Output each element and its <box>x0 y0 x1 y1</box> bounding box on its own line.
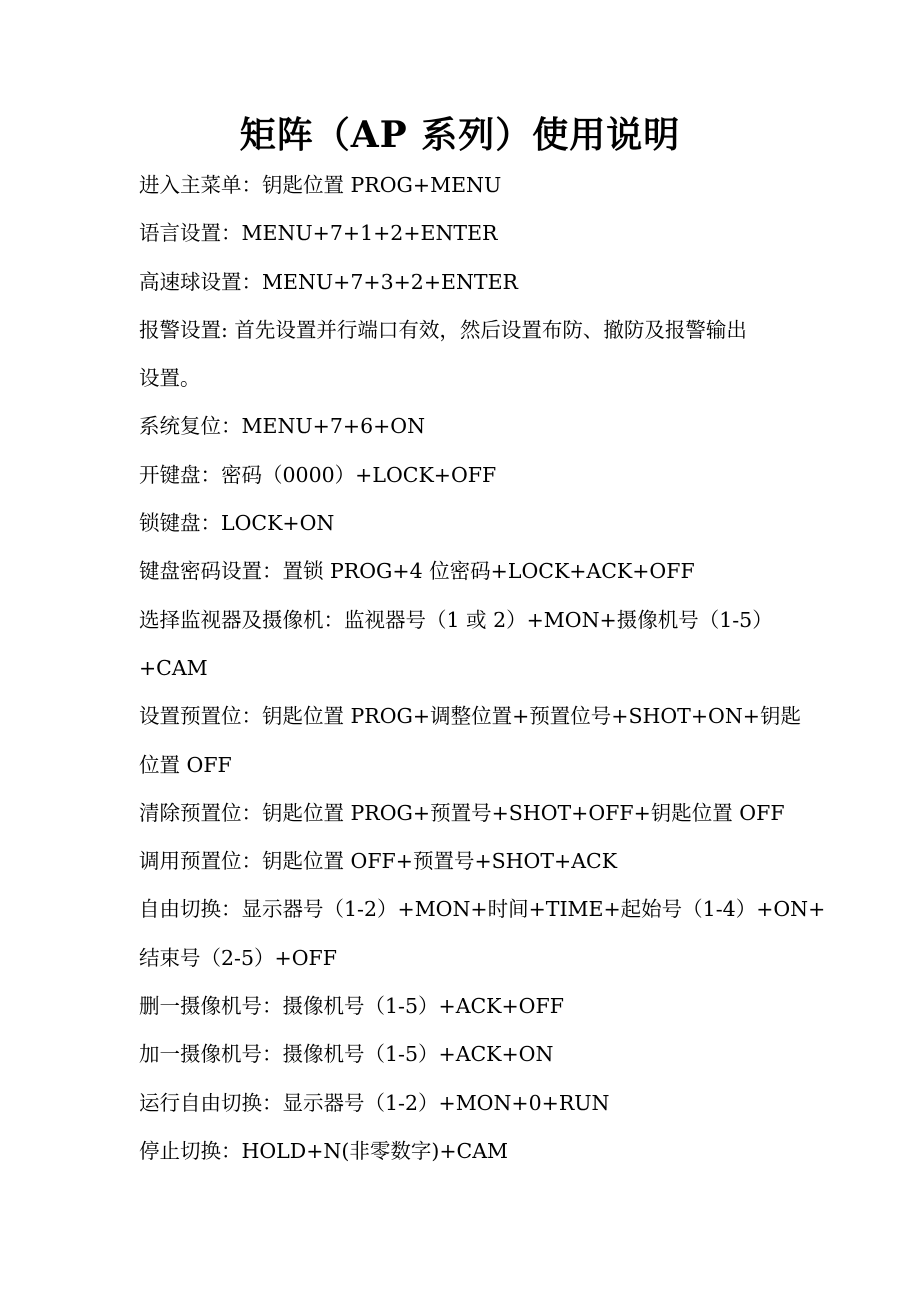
instruction-line: 开键盘：密码（0000）+LOCK+OFF <box>139 462 497 487</box>
instruction-list <box>139 161 826 1175</box>
instruction-line: 设置预置位：钥匙位置 PROG+调整位置+预置位号+SHOT+ON+钥匙 <box>139 704 801 729</box>
instruction-line: 删一摄像机号：摄像机号（1-5）+ACK+OFF <box>139 994 564 1019</box>
instruction-line: 进入主菜单：钥匙位置 PROG+MENU <box>139 173 502 197</box>
instruction-line: 自由切换：显示器号（1-2）+MON+时间+TIME+起始号（1-4）+ON+ <box>139 897 826 922</box>
instruction-line: 结束号（2-5）+OFF <box>139 945 337 970</box>
instruction-line: 系统复位：MENU+7+6+ON <box>139 414 426 439</box>
instruction-line: 锁键盘：LOCK+ON <box>139 511 335 536</box>
instruction-line: 清除预置位：钥匙位置 PROG+预置号+SHOT+OFF+钥匙位置 OFF <box>139 800 785 825</box>
instruction-line: 设置。 <box>139 366 201 391</box>
instruction-line: 键盘密码设置：置锁 PROG+4 位密码+LOCK+ACK+OFF <box>139 559 695 584</box>
instruction-line: 调用预置位：钥匙位置 OFF+预置号+SHOT+ACK <box>139 849 618 874</box>
instruction-line: 停止切换：HOLD+N(非零数字)+CAM <box>139 1138 508 1163</box>
instruction-line: 高速球设置：MENU+7+3+2+ENTER <box>139 269 518 294</box>
instruction-line: 加一摄像机号：摄像机号（1-5）+ACK+ON <box>139 1042 554 1067</box>
instruction-line: +CAM <box>139 655 208 680</box>
instruction-line: 选择监视器及摄像机：监视器号（1 或 2）+MON+摄像机号（1-5） <box>139 607 773 632</box>
instruction-line: 运行自由切换：显示器号（1-2）+MON+0+RUN <box>139 1090 610 1115</box>
instruction-line: 报警设置: 首先设置并行端口有效，然后设置布防、撤防及报警输出 <box>139 317 747 342</box>
instruction-line: 语言设置：MENU+7+1+2+ENTER <box>139 221 498 246</box>
instruction-line: 位置 OFF <box>139 752 232 777</box>
document-title: 矩阵（AP 系列）使用说明 <box>239 114 681 156</box>
